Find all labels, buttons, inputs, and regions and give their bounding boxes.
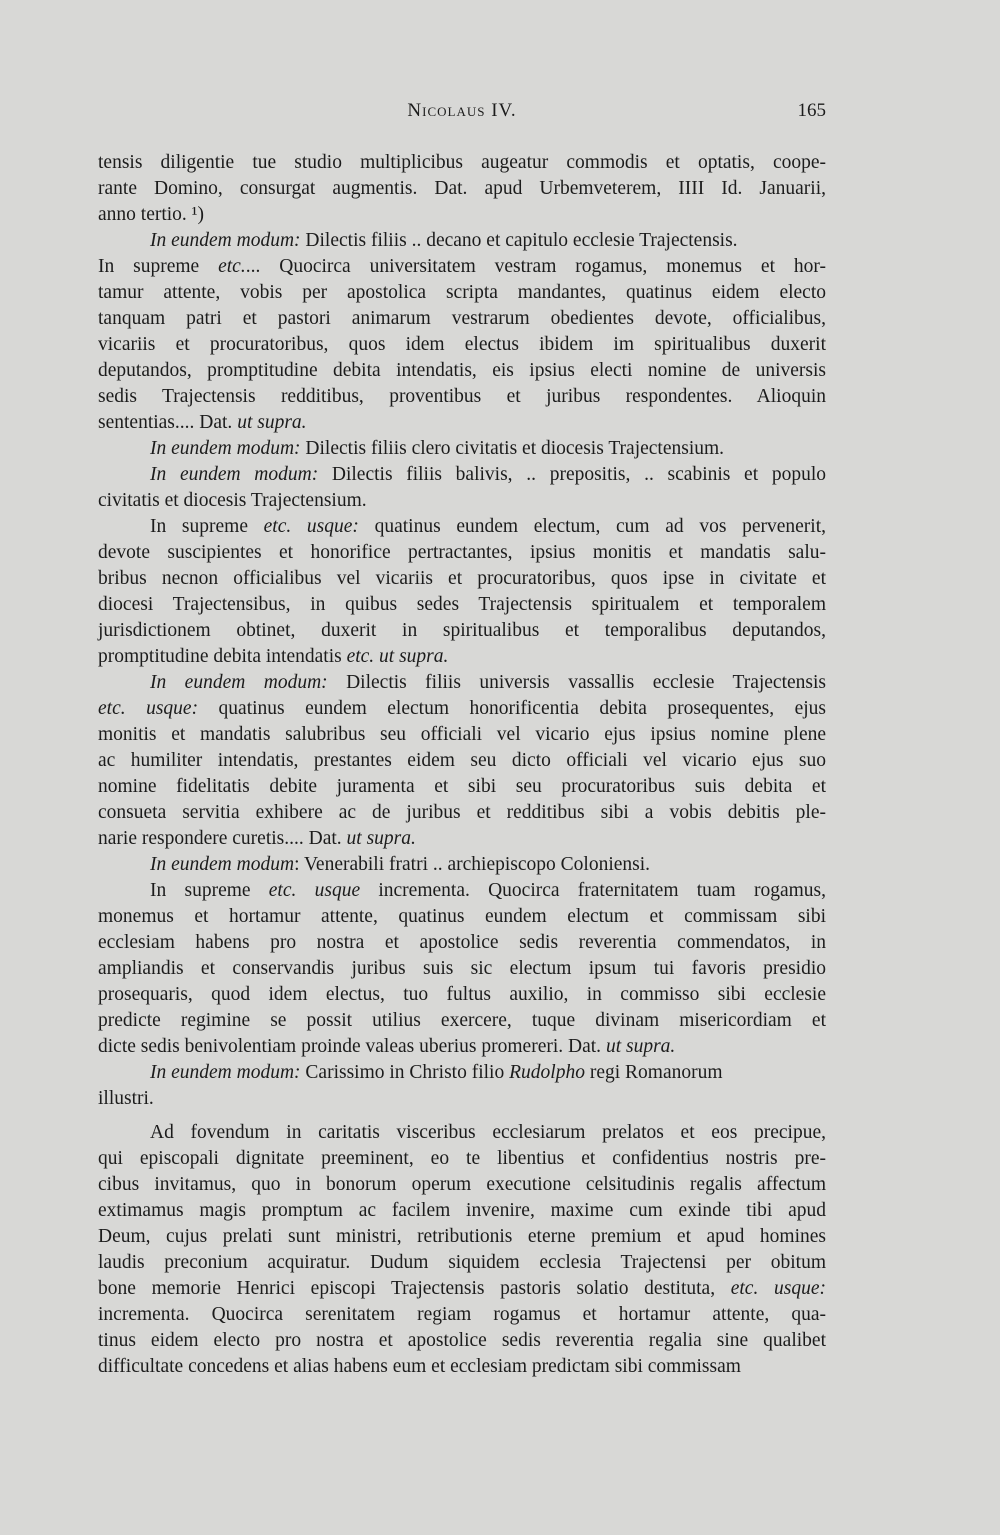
text-run: tensis diligentie tue studio multiplicibus augeatur commodis et optatis, coope-	[98, 152, 826, 173]
text-line	[98, 618, 826, 644]
text-run: diocesi Trajectensibus, in quibus sedes Trajectensis spiritualem et temporalem	[98, 594, 826, 615]
text-run: difficultate concedens et alias habens eum et ecclesiam predictam sibi commissam	[98, 1356, 741, 1377]
text-line	[98, 176, 826, 202]
text-line	[98, 566, 826, 592]
text-run: prosequaris, quod idem electus, tuo fultus auxilio, in commisso sibi ecclesie	[98, 984, 826, 1005]
page-number: 165	[797, 100, 826, 121]
text-line	[98, 1302, 826, 1328]
text-run: extimamus magis promptum ac facilem invenire, maxime cum exinde tibi apud	[98, 1200, 826, 1221]
text-line	[98, 878, 826, 904]
text-line	[98, 254, 826, 280]
text-run: laudis preconium acquiratur. Dudum siquidem ecclesia Trajectensi per obitum	[98, 1252, 826, 1273]
text-run: tamur attente, vobis per apostolica scripta mandantes, quatinus eidem electo	[98, 282, 826, 303]
text-line	[98, 1224, 826, 1250]
italic-run: In eundem modum:	[150, 672, 328, 693]
italic-run: etc. usque:	[263, 516, 359, 537]
text-line	[98, 1120, 826, 1146]
text-line	[98, 488, 826, 514]
text-run: regi Romanorum	[584, 1062, 723, 1083]
italic-run: etc. usque:	[730, 1278, 826, 1299]
italic-run: etc.	[218, 256, 246, 277]
text-line	[98, 1354, 826, 1380]
text-run: bone memorie Henrici episcopi Trajectensis pastoris solatio destituta,	[98, 1278, 731, 1299]
text-run: consueta servitia exhibere ac de juribus et redditibus sibi a vobis debitis ple-	[98, 802, 826, 823]
text-run: Ad fovendum in caritatis visceribus ecclesiarum prelatos et eos precipue,	[150, 1122, 826, 1143]
text-line	[98, 1008, 826, 1034]
text-line	[98, 384, 826, 410]
text-run: bribus necnon officialibus vel vicariis et procuratoribus, quos ipse in civitate et	[98, 568, 826, 589]
text-line	[98, 332, 826, 358]
text-run: In supreme	[98, 256, 219, 277]
text-line	[98, 826, 826, 852]
text-line	[98, 306, 826, 332]
text-run: anno tertio. ¹)	[98, 204, 205, 225]
italic-run: etc. usque	[268, 880, 361, 901]
text-line	[98, 202, 826, 228]
text-line	[98, 774, 826, 800]
text-line	[98, 228, 826, 254]
text-line	[98, 462, 826, 488]
text-line	[98, 592, 826, 618]
text-line	[98, 1328, 826, 1354]
text-line	[98, 150, 826, 176]
text-run: incrementa. Quocirca fraternitatem tuam rogamus,	[360, 880, 826, 901]
running-head: Nicolaus IV.	[407, 100, 517, 121]
text-line	[98, 956, 826, 982]
text-run: ampliandis et conservandis juribus suis sic electum ipsum tui favoris presidio	[98, 958, 826, 979]
text-line	[98, 644, 826, 670]
text-run: deputandos, promptitudine debita intendatis, eis ipsius electi nomine de universis	[98, 360, 826, 381]
text-run: Dilectis filiis universis vassallis ecclesie Trajectensis	[327, 672, 826, 693]
text-run: quatinus eundem electum honorificentia debita prosequentes, ejus	[198, 698, 826, 719]
text-line	[98, 748, 826, 774]
text-run: monemus et hortamur attente, quatinus eundem electum et commissam sibi	[98, 906, 826, 927]
text-line	[98, 1034, 826, 1060]
text-run: vicariis et procuratoribus, quos idem electus ibidem im spiritualibus duxerit	[98, 334, 826, 355]
text-line	[98, 670, 826, 696]
text-run: civitatis et diocesis Trajectensium.	[98, 490, 367, 511]
italic-run: Rudolpho	[509, 1062, 585, 1083]
text-line	[98, 410, 826, 436]
text-line	[98, 1060, 826, 1086]
text-run: narie respondere curetis.... Dat.	[98, 828, 347, 849]
text-run: Dilectis filiis .. decano et capitulo ecclesie Trajectensis.	[300, 230, 738, 251]
text-run: rante Domino, consurgat augmentis. Dat. apud Urbemveterem, IIII Id. Januarii,	[98, 178, 826, 199]
text-run: tanquam patri et pastori animarum vestrarum obedientes devote, officialibus,	[98, 308, 826, 329]
italic-run: In eundem modum:	[150, 230, 301, 251]
text-line	[98, 800, 826, 826]
text-line	[98, 930, 826, 956]
body-text	[98, 150, 826, 1380]
text-run: devote suscipientes et honorifice pertractantes, ipsius monitis et mandatis salu-	[98, 542, 826, 563]
text-run: In supreme	[150, 516, 264, 537]
text-run: Dilectis filiis clero civitatis et diocesis Trajectensium.	[300, 438, 725, 459]
italic-run: ut supra.	[605, 1036, 676, 1057]
text-line	[98, 1086, 826, 1112]
italic-run: In eundem modum:	[150, 1062, 301, 1083]
text-run: quatinus eundem electum, cum ad vos pervenerit,	[358, 516, 826, 537]
text-line	[98, 436, 826, 462]
text-run: Dilectis filiis balivis, .. prepositis, .. scabinis et populo	[318, 464, 826, 485]
text-line	[98, 1198, 826, 1224]
text-run: cibus invitamus, quo in bonorum operum executione celsitudinis regalis affectum	[98, 1174, 826, 1195]
text-run: tinus eidem electo pro nostra et apostolice sedis reverentia regalia sine qualibet	[98, 1330, 826, 1351]
italic-run: ut supra.	[237, 412, 307, 433]
text-run: predicte regimine se possit utilius exercere, tuque divinam misericordiam et	[98, 1010, 826, 1031]
page-header	[98, 100, 826, 130]
text-run: dicte sedis benivolentiam proinde valeas uberius promereri. Dat.	[98, 1036, 606, 1057]
text-run: ac humiliter intendatis, prestantes eidem seu dicto officiali vel vicario ejus suo	[98, 750, 826, 771]
text-run: illustri.	[98, 1088, 154, 1109]
text-line	[98, 358, 826, 384]
italic-run: In eundem modum:	[150, 438, 301, 459]
text-run: monitis et mandatis salubribus seu officiali vel vicario ejus ipsius nomine plene	[98, 724, 826, 745]
text-run: : Venerabili fratri .. archiepiscopo Coloniensi.	[294, 854, 651, 875]
italic-run: In eundem modum	[150, 854, 295, 875]
text-run: In supreme	[150, 880, 269, 901]
text-line	[98, 514, 826, 540]
text-line	[98, 540, 826, 566]
text-line	[98, 1172, 826, 1198]
text-run: Carissimo in Christo filio	[300, 1062, 510, 1083]
text-line	[98, 722, 826, 748]
text-line	[98, 696, 826, 722]
text-line	[98, 1276, 826, 1302]
text-run: nomine fidelitatis debite juramenta et sibi seu procuratoribus suis debita et	[98, 776, 826, 797]
text-run: sedis Trajectensis redditibus, proventibus et juribus respondentes. Alioquin	[98, 386, 826, 407]
text-run: ... Quocirca universitatem vestram rogamus, monemus et hor-	[245, 256, 826, 277]
text-run: ecclesiam habens pro nostra et apostolice sedis reverentia commendatos, in	[98, 932, 826, 953]
text-run: Deum, cujus prelati sunt ministri, retributionis eterne premium et apud homines	[98, 1226, 826, 1247]
text-run: qui episcopali dignitate preeminent, eo te libentius et confidentius nostris pre-	[98, 1148, 826, 1169]
italic-run: etc. ut supra.	[346, 646, 449, 667]
text-run: jurisdictionem obtinet, duxerit in spiritualibus et temporalibus deputandos,	[98, 620, 826, 641]
text-run: sententias.... Dat.	[98, 412, 238, 433]
text-line	[98, 982, 826, 1008]
text-line	[98, 280, 826, 306]
text-run: promptitudine debita intendatis	[98, 646, 347, 667]
italic-run: ut supra.	[346, 828, 416, 849]
text-line	[98, 904, 826, 930]
italic-run: In eundem modum:	[150, 464, 319, 485]
text-line	[98, 1250, 826, 1276]
italic-run: etc. usque:	[98, 698, 199, 719]
text-run: incrementa. Quocirca serenitatem regiam rogamus et hortamur attente, qua-	[98, 1304, 826, 1325]
text-line	[98, 1146, 826, 1172]
text-line	[98, 852, 826, 878]
